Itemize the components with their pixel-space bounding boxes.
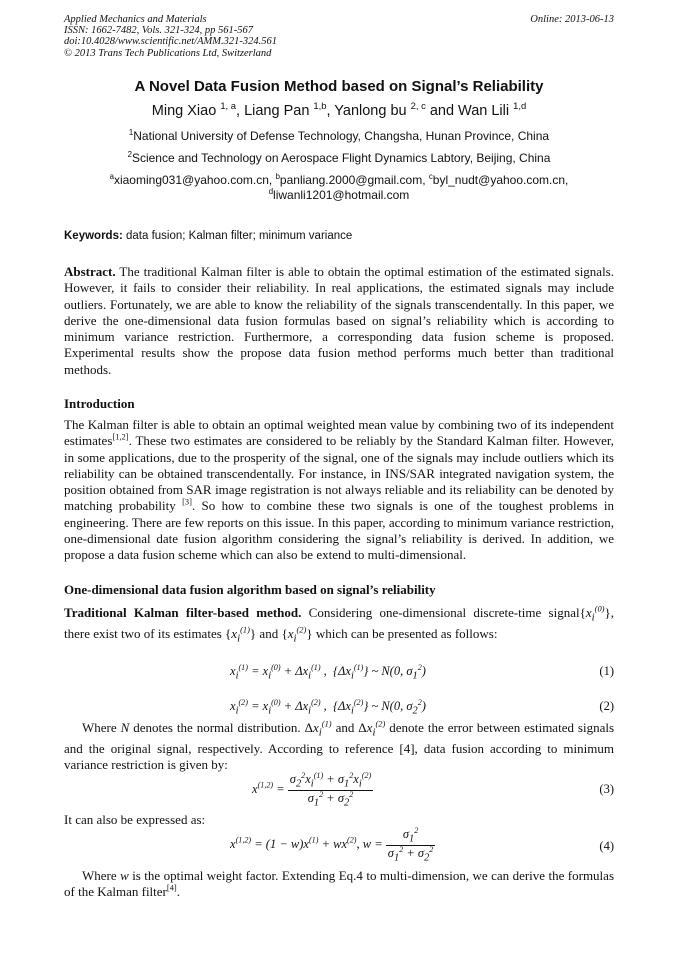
author-email-d: $^d$liwanli1201@hotmail.com bbox=[268, 187, 410, 202]
journal-header bbox=[64, 14, 277, 59]
journal-name: Applied Mechanics and Materials bbox=[64, 14, 207, 25]
doi: doi:10.4028/www.scientific.net/AMM.321-324.561 bbox=[64, 36, 277, 48]
keywords: Keywords: data fusion; Kalman filter; minimum variance bbox=[64, 230, 353, 242]
abstract: Abstract. The traditional Kalman filter is able to obtain the optimal estimation of the estimated signals. However, it fails to consider their reliability. In real applications, the estimated signals may include outliers. Fortunately, we are able to know the reliability of the signals transcendentally. In this paper, we derive the one-dimensional data fusion formulas based on signal’s reliability which is according to minimum variance restriction. Furthermore, a corresponding data fusion scheme is proposed. Experimental results show the propose data fusion method performs much better than traditional methods. bbox=[64, 264, 614, 377]
email-link[interactable]: byl_nudt@yahoo.com.cn, bbox=[432, 173, 569, 187]
author-list: Ming Xiao $^{1, a}$, Liang Pan $^{1,b}$, Yanlong bu $^{2, c}$ and Wan Lili $^{1,d}$ bbox=[151, 100, 527, 119]
equation-explanation: Where N denotes the normal distribution. $\Delta x_i^{(1)}$ and $\Delta x_i^{(2)}$ denote the error between estimated signals and the original signal, respectively. According to reference [4], data fusion according to minimum variance restriction is given by: bbox=[64, 718, 615, 773]
email-link[interactable]: xiaoming031@yahoo.com.cn, bbox=[113, 173, 276, 187]
email-link[interactable]: panliang.2000@gmail.com, bbox=[279, 173, 429, 187]
author-emails: $^a$xiaoming031@yahoo.com.cn, $^b$panliang.2000@gmail.com, $^c$byl_nudt@yahoo.com.cn, bbox=[109, 172, 569, 187]
section-heading-introduction: Introduction bbox=[64, 396, 135, 411]
introduction-paragraph: The Kalman filter is able to obtain an optimal weighted mean value by combining two of its independent estimates[1,2]. These two estimates are considered to be reliably by the Standard Kalman filter. However, in some applications, due to the prosperity of the signal, one of the signals may include outliers which its reliability can be obtained transcendentally. For instance, in INS/SAR integrated navigation system, the position obtained from SAR image registration is not always reliable and its reliability can be denoted by matching probability [3]. So how to combine these two signals is one of the toughest problems in engineering. There are few reports on this issue. In this paper, according to minimum variance restriction, one-dimensional date fusion algorithm considering the signal’s reliability is derived. In addition, we propose a data fusion scheme which can also be extend to multi-dimensional. bbox=[64, 417, 615, 563]
issn: ISSN: 1662-7482, Vols. 321-324, pp 561-567 bbox=[64, 25, 253, 37]
affiliation-2: $^2$Science and Technology on Aerospace Flight Dynamics Labtory, Beijing, China bbox=[127, 150, 551, 165]
affiliation-1: $^1$National University of Defense Technology, Changsha, Hunan Province, China bbox=[128, 128, 550, 143]
section-heading-algorithm: One-dimensional data fusion algorithm based on signal’s reliability bbox=[64, 582, 436, 597]
paper-title: A Novel Data Fusion Method based on Signal’s Reliability bbox=[134, 78, 544, 95]
paper-page: Applied Mechanics and Materials ISSN: 1662-7482, Vols. 321-324, pp 561-567 doi:10.4028/www.scientific.net/AMM.321-324.561 © 2013 Trans Tech Publications Ltd, Switzerland Online: 2013-06-13 A Novel Data Fusion Method based on Signal’s Reliability Ming Xiao $^{1, a}$, Liang Pan $^{1,b}$, Yanlong bu $^{2, c}$ and Wan Lili $^{1,d}$ $^1$National University of Defense Technology, Changsha, Hunan Province, China $^2$Science and Technology on Aerospace Flight Dynamics Labtory, Beijing, China $^a$xiaoming031@yahoo.com.cn, $^b$panliang.2000@gmail.com, $^c$byl_nudt@yahoo.com.cn, $^d$liwanli1201@hotmail.com Keywords: data fusion; Kalman filter; minimum variance Abstract. The traditional Kalman filter is able to obtain the optimal estimation of the estimated signals. However, it fails to consider their reliability. In real applications, the estimated signals may include outliers. Fortunately, we are able to know the reliability of the signals transcendentally. In this paper, we derive the one-dimensional data fusion formulas based on signal’s reliability which is according to minimum variance restriction. Furthermore, a corresponding data fusion scheme is proposed. Experimental results show the propose data fusion method performs much better than traditional methods. Introduction The Kalman filter is able to obtain an optimal weighted mean value by combining two of its independent estimates[1,2]. These two estimates are considered to be reliably by the Standard Kalman filter. However, in some applications, due to the prosperity of the signal, one of the signals may include outliers which its reliability can be obtained transcendentally. For instance, in INS/SAR integrated navigation system, the position obtained from SAR image registration is not always reliable and its reliability can be denoted by matching probability [3]. So how to combine these two signals is one of the toughest problems in engineering. There are few reports on this issue. In this paper, according to minimum variance restriction, one-dimensional date fusion algorithm considering the signal’s reliability is derived. In addition, we propose a data fusion scheme which can also be extend to multi-dimensional. One-dimensional data fusion algorithm based on signal’s reliability Traditional Kalman filter-based method. Considering one-dimensional discrete-time $signal\{x_i^{(0)}\}$, there exist two of its estimates $\{x_i^{(1)}\}$ and $\{x_i^{(2)}\}$ which can be presented as follows: $x_i^{(1)} = x_i^{(0)} + \Delta x_i^{(1)}$ , $\{\Delta x_i^{(1)}\}$ ~ N(0, $\sigma_1^2$) (1) $x_i^{(2)} = x_i^{(0)} + \Delta x_i^{(2)}$ , $\{\Delta x_i^{(2)}\}$ ~ N(0, $\sigma_2^2$) (2) Where N denotes the normal distribution. $\Delta x_i^{(1)}$ and $\Delta x_i^{(2)}$ denote the error between estimated signals and the original signal, respectively. According to reference [4], data fusion according to minimum variance restriction is given by: $x^{(1,2)}$ = $\frac{\sigma_2^2x_i^{(1)} + \sigma_1^2x_i^{(2)}}{\sigma_1^2 + \sigma_2^2}$ (3) It can also be expressed as: $x^{(1,2)} = (1 - w)x^{(1)} + wx^{(2)}$, w = $\frac{\sigma_1^2}{\sigma_1^2 + \sigma_2^2}$ (4) Where w is the optimal weight factor. Extending Eq.4 to multi-dimension, we can derive the formulas of the Kalman filter[4]. bbox=[0, 0, 678, 959]
email-link[interactable]: liwanli1201@hotmail.com bbox=[273, 188, 410, 202]
online-date: Online: 2013-06-13 bbox=[530, 14, 614, 25]
copyright: © 2013 Trans Tech Publications Ltd, Switzerland bbox=[64, 47, 272, 59]
algorithm-paragraph: Traditional Kalman filter-based method. Considering one-dimensional discrete-time $signal\{x_i^{(0)}\}$, there exist two of its estimates $\{x_i^{(1)}\}$ and $\{x_i^{(2)}\}$ which can be presented as follows: bbox=[64, 603, 614, 645]
weight-factor-paragraph: Where w is the optimal weight factor. Extending Eq.4 to multi-dimension, we can derive the formulas of the Kalman filter[4]. bbox=[64, 868, 615, 900]
expressed-as-line: It can also be expressed as: bbox=[64, 812, 206, 827]
